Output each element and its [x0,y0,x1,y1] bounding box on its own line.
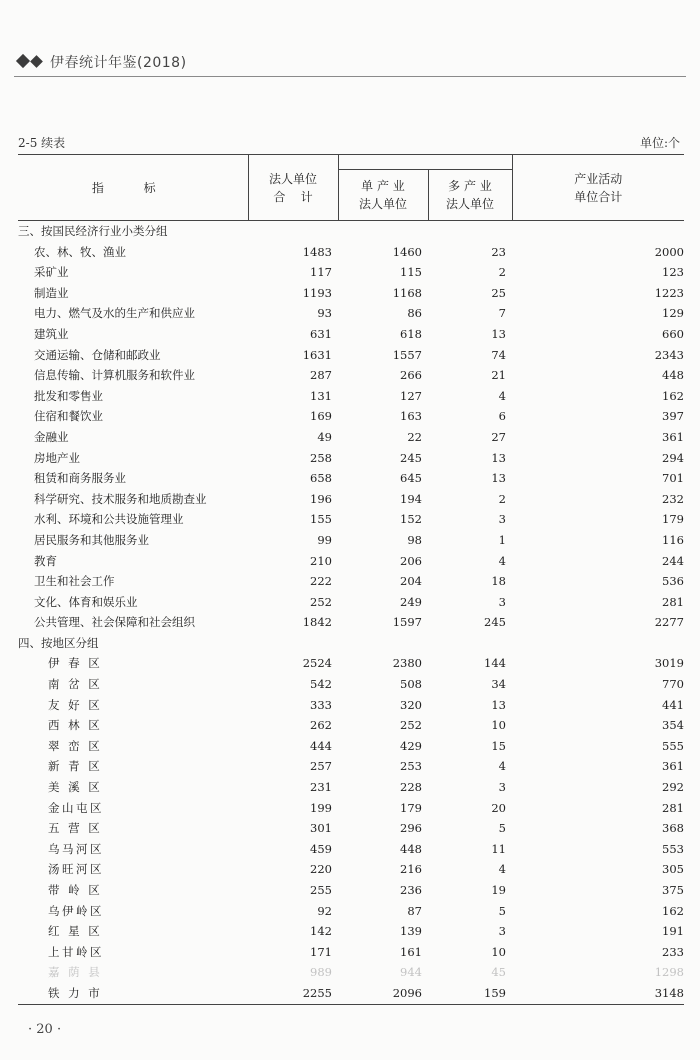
activity-total-cell: 129 [662,306,684,321]
legal-total-cell: 49 [317,429,332,444]
header-multi-industry: 多 产 业 法人单位 [428,170,512,221]
activity-total-cell: 555 [662,738,684,753]
single-industry-cell: 2096 [338,983,428,1004]
activity-total-cell: 2277 [654,615,684,630]
legal-total-cell: 255 [310,883,332,897]
table-row [18,386,684,407]
multi-industry-cell: 4 [498,862,506,877]
multi-industry-cell: 15 [491,738,506,753]
multi-industry-cell: 45 [491,965,506,980]
multi-industry-cell: 2 [498,265,506,280]
single-industry-cell: 320 [400,697,422,712]
single-industry-cell [338,633,428,654]
multi-industry-cell: 3 [498,512,506,527]
multi-industry-cell: 3 [498,780,506,795]
activity-total-cell: 448 [662,368,684,383]
activity-total-cell: 361 [662,429,684,444]
legal-total-cell: 262 [310,718,332,733]
table-row [18,798,684,819]
multi-industry-cell: 159 [428,983,512,1004]
row-label: 四、按地区分组 [18,635,99,650]
table-row [18,695,684,716]
activity-total-cell: 292 [662,780,684,795]
table-row [18,242,684,263]
table-row [18,942,684,963]
table-row [18,674,684,695]
single-industry-cell [338,221,428,242]
page-number: · 20 · [28,1022,62,1037]
multi-industry-cell: 13 [491,471,506,486]
activity-total-cell: 553 [662,841,684,856]
row-label: 建筑业 [34,326,69,341]
legal-total-cell: 1193 [302,285,332,300]
table-row [18,715,684,736]
multi-industry-cell: 5 [498,903,506,918]
activity-total-cell: 441 [662,697,684,712]
multi-industry-cell: 144 [484,656,506,671]
multi-industry-cell: 7 [498,306,506,321]
legal-total-cell: 117 [310,265,332,280]
header-activity-total: 产业活动 单位合计 [512,155,684,221]
legal-total-cell: 258 [310,450,332,465]
multi-industry-cell: 13 [491,450,506,465]
row-label: 住宿和餐饮业 [34,409,103,424]
multi-industry-cell: 11 [491,841,506,856]
single-industry-cell: 266 [400,368,422,383]
row-label: 友 好 区 [48,697,103,712]
row-label: 伊 春 区 [48,656,103,671]
row-label: 新 青 区 [48,759,103,774]
row-label: 公共管理、社会保障和社会组织 [34,615,195,630]
activity-total-cell: 1223 [654,285,684,300]
header-legal-total: 法人单位 合 计 [248,155,338,221]
statistics-table [18,154,684,1005]
row-label: 乌伊岭区 [48,903,104,918]
legal-total-cell: 1483 [302,244,332,259]
yearbook-title: 伊春统计年鉴(2018) [50,55,187,71]
single-industry-cell: 448 [400,841,422,856]
header-single-industry: 单 产 业 法人单位 [338,170,428,221]
legal-total-cell: 220 [310,862,332,877]
table-row [18,571,684,592]
legal-total-cell: 658 [310,471,332,486]
activity-total-cell: 701 [662,471,684,486]
multi-industry-cell: 3 [498,924,506,939]
row-label: 交通运输、仓储和邮政业 [34,347,161,362]
row-label: 居民服务和其他服务业 [34,532,149,547]
single-industry-cell: 2380 [392,656,422,671]
multi-industry-cell: 245 [484,615,506,630]
table-label: 2-5 续表 [18,136,66,150]
table-row [18,592,684,613]
activity-total-cell: 191 [662,924,684,939]
legal-total-cell: 444 [310,738,332,753]
multi-industry-cell: 4 [498,388,506,403]
single-industry-cell: 194 [400,491,422,506]
multi-industry-cell: 25 [491,285,506,300]
section-row [18,633,684,654]
multi-industry-cell: 10 [491,718,506,733]
unit-label: 单位:个 [639,136,680,150]
row-label: 五 营 区 [48,821,103,836]
activity-total-cell: 3148 [512,983,684,1004]
activity-total-cell: 375 [662,883,684,897]
row-label: 教育 [34,553,57,568]
activity-total-cell: 361 [662,759,684,774]
legal-total-cell: 93 [317,306,332,321]
multi-industry-cell: 6 [498,409,506,424]
table-row [18,530,684,551]
activity-total-cell: 770 [662,677,684,692]
single-industry-cell: 86 [407,306,422,321]
table-row [18,859,684,880]
single-industry-cell: 1597 [392,615,422,630]
row-label: 金山屯区 [48,800,104,815]
single-industry-cell: 87 [407,903,422,918]
single-industry-cell: 236 [400,883,422,897]
row-label: 农、林、牧、渔业 [34,244,126,259]
table-body [18,221,684,1005]
row-label: 金融业 [34,429,69,444]
single-industry-cell: 296 [400,821,422,836]
legal-total-cell [248,221,338,242]
single-industry-cell: 1557 [392,347,422,362]
table-row [18,468,684,489]
legal-total-cell: 196 [310,491,332,506]
single-industry-cell: 253 [400,759,422,774]
legal-total-cell: 459 [310,841,332,856]
activity-total-cell: 1298 [654,965,684,980]
table-row [18,777,684,798]
row-label: 租赁和商务服务业 [34,471,126,486]
single-industry-cell: 179 [400,800,422,815]
table-row [18,489,684,510]
activity-total-cell: 536 [662,574,684,589]
row-label: 红 星 区 [48,924,103,939]
legal-total-cell: 252 [310,594,332,609]
activity-total-cell: 660 [662,326,684,341]
single-industry-cell: 645 [400,471,422,486]
row-label: 南 岔 区 [48,677,103,692]
activity-total-cell: 123 [662,265,684,280]
multi-industry-cell: 19 [491,883,506,897]
table-row [18,839,684,860]
single-industry-cell: 139 [400,924,422,939]
activity-total-cell: 233 [662,944,684,959]
header-group-spacer [338,155,512,170]
multi-industry-cell: 21 [491,368,506,383]
single-industry-cell: 152 [400,512,422,527]
activity-total-cell: 281 [662,800,684,815]
legal-total-cell: 542 [310,677,332,692]
table-row [18,303,684,324]
legal-total-cell: 1842 [302,615,332,630]
row-label: 乌马河区 [48,841,104,856]
multi-industry-cell: 74 [491,347,506,362]
table-row [18,427,684,448]
row-label: 科学研究、技术服务和地质勘查业 [34,491,207,506]
row-label: 带 岭 区 [48,883,103,897]
multi-industry-cell: 3 [498,594,506,609]
table-row [18,901,684,922]
activity-total-cell: 116 [662,532,684,547]
row-label: 采矿业 [34,265,69,280]
row-label: 翠 峦 区 [48,738,103,753]
activity-total-cell: 244 [662,553,684,568]
table-row [18,406,684,427]
activity-total-cell: 2343 [654,347,684,362]
single-industry-cell: 161 [400,944,422,959]
table-row [18,653,684,674]
row-label: 批发和零售业 [34,388,103,403]
legal-total-cell: 1631 [302,347,332,362]
header-indicator: 指 标 [18,155,248,221]
table-row [18,448,684,469]
table-row [18,612,684,633]
table-row [18,921,684,942]
multi-industry-cell: 13 [491,326,506,341]
single-industry-cell: 228 [400,780,422,795]
single-industry-cell: 1168 [392,285,422,300]
row-label: 嘉 荫 县 [48,965,103,980]
row-label: 信息传输、计算机服务和软件业 [34,368,195,383]
legal-total-cell: 2524 [302,656,332,671]
legal-total-cell: 169 [310,409,332,424]
single-industry-cell: 163 [400,409,422,424]
table-row [18,365,684,386]
header-rule [14,76,686,77]
single-industry-cell: 508 [400,677,422,692]
table-row [18,345,684,366]
row-label: 水利、环境和公共设施管理业 [34,512,184,527]
legal-total-cell: 231 [310,780,332,795]
activity-total-cell: 2000 [654,244,684,259]
multi-industry-cell: 23 [491,244,506,259]
legal-total-cell: 155 [310,512,332,527]
row-label: 汤旺河区 [48,862,104,877]
table-row [18,324,684,345]
legal-total-cell: 142 [310,924,332,939]
double-diamond-icon [14,53,44,71]
activity-total-cell: 232 [662,491,684,506]
multi-industry-cell: 34 [491,677,506,692]
table-header [18,155,684,221]
table-row [18,509,684,530]
activity-total-cell: 162 [662,903,684,918]
legal-total-cell: 301 [310,821,332,836]
legal-total-cell: 171 [310,944,332,959]
table-row [18,962,684,983]
multi-industry-cell: 13 [491,697,506,712]
legal-total-cell: 631 [310,326,332,341]
legal-total-cell: 222 [310,574,332,589]
table-row [18,736,684,757]
activity-total-cell [512,633,684,654]
legal-total-cell: 989 [310,965,332,980]
single-industry-cell: 216 [400,862,422,877]
multi-industry-cell: 18 [491,574,506,589]
table-row [18,551,684,572]
single-industry-cell: 127 [400,388,422,403]
activity-total-cell: 397 [662,409,684,424]
table-row [18,262,684,283]
row-label: 卫生和社会工作 [34,574,115,589]
multi-industry-cell: 2 [498,491,506,506]
table-row [18,283,684,304]
table-row [18,818,684,839]
single-industry-cell: 115 [400,265,422,280]
table-row [18,756,684,777]
multi-industry-cell: 10 [491,944,506,959]
multi-industry-cell: 27 [491,429,506,444]
legal-total-cell: 99 [317,532,332,547]
activity-total-cell: 305 [662,862,684,877]
single-industry-cell: 249 [400,594,422,609]
legal-total-cell: 333 [310,697,332,712]
activity-total-cell [512,221,684,242]
row-label: 美 溪 区 [48,780,103,795]
table-row [18,880,684,901]
legal-total-cell: 287 [310,368,332,383]
activity-total-cell: 3019 [654,656,684,671]
section-row [18,221,684,242]
activity-total-cell: 281 [662,594,684,609]
running-header [14,50,187,74]
row-label: 西 林 区 [48,718,103,733]
activity-total-cell: 162 [662,388,684,403]
row-label: 房地产业 [34,450,80,465]
single-industry-cell: 252 [400,718,422,733]
single-industry-cell: 245 [400,450,422,465]
single-industry-cell: 204 [400,574,422,589]
row-label: 铁 力 市 [18,983,248,1004]
row-label: 文化、体育和娱乐业 [34,594,138,609]
legal-total-cell: 199 [310,800,332,815]
row-label: 三、按国民经济行业小类分组 [18,224,168,238]
multi-industry-cell: 20 [491,800,506,815]
single-industry-cell: 618 [400,326,422,341]
multi-industry-cell: 4 [498,553,506,568]
single-industry-cell: 944 [400,965,422,980]
multi-industry-cell: 4 [498,759,506,774]
legal-total-cell: 92 [317,903,332,918]
legal-total-cell: 2255 [248,983,338,1004]
activity-total-cell: 179 [662,512,684,527]
activity-total-cell: 368 [662,821,684,836]
multi-industry-cell: 5 [498,821,506,836]
multi-industry-cell: 1 [498,532,506,547]
multi-industry-cell [428,221,512,242]
single-industry-cell: 429 [400,738,422,753]
legal-total-cell: 257 [310,759,332,774]
activity-total-cell: 294 [662,450,684,465]
single-industry-cell: 206 [400,553,422,568]
single-industry-cell: 98 [407,532,422,547]
legal-total-cell: 210 [310,553,332,568]
single-industry-cell: 1460 [392,244,422,259]
row-label: 制造业 [34,285,69,300]
row-label: 上甘岭区 [48,944,104,959]
activity-total-cell: 354 [662,718,684,733]
legal-total-cell [248,633,338,654]
row-label: 电力、燃气及水的生产和供应业 [34,306,195,321]
table-row [18,983,684,1004]
legal-total-cell: 131 [310,388,332,403]
multi-industry-cell [428,633,512,654]
single-industry-cell: 22 [407,429,422,444]
